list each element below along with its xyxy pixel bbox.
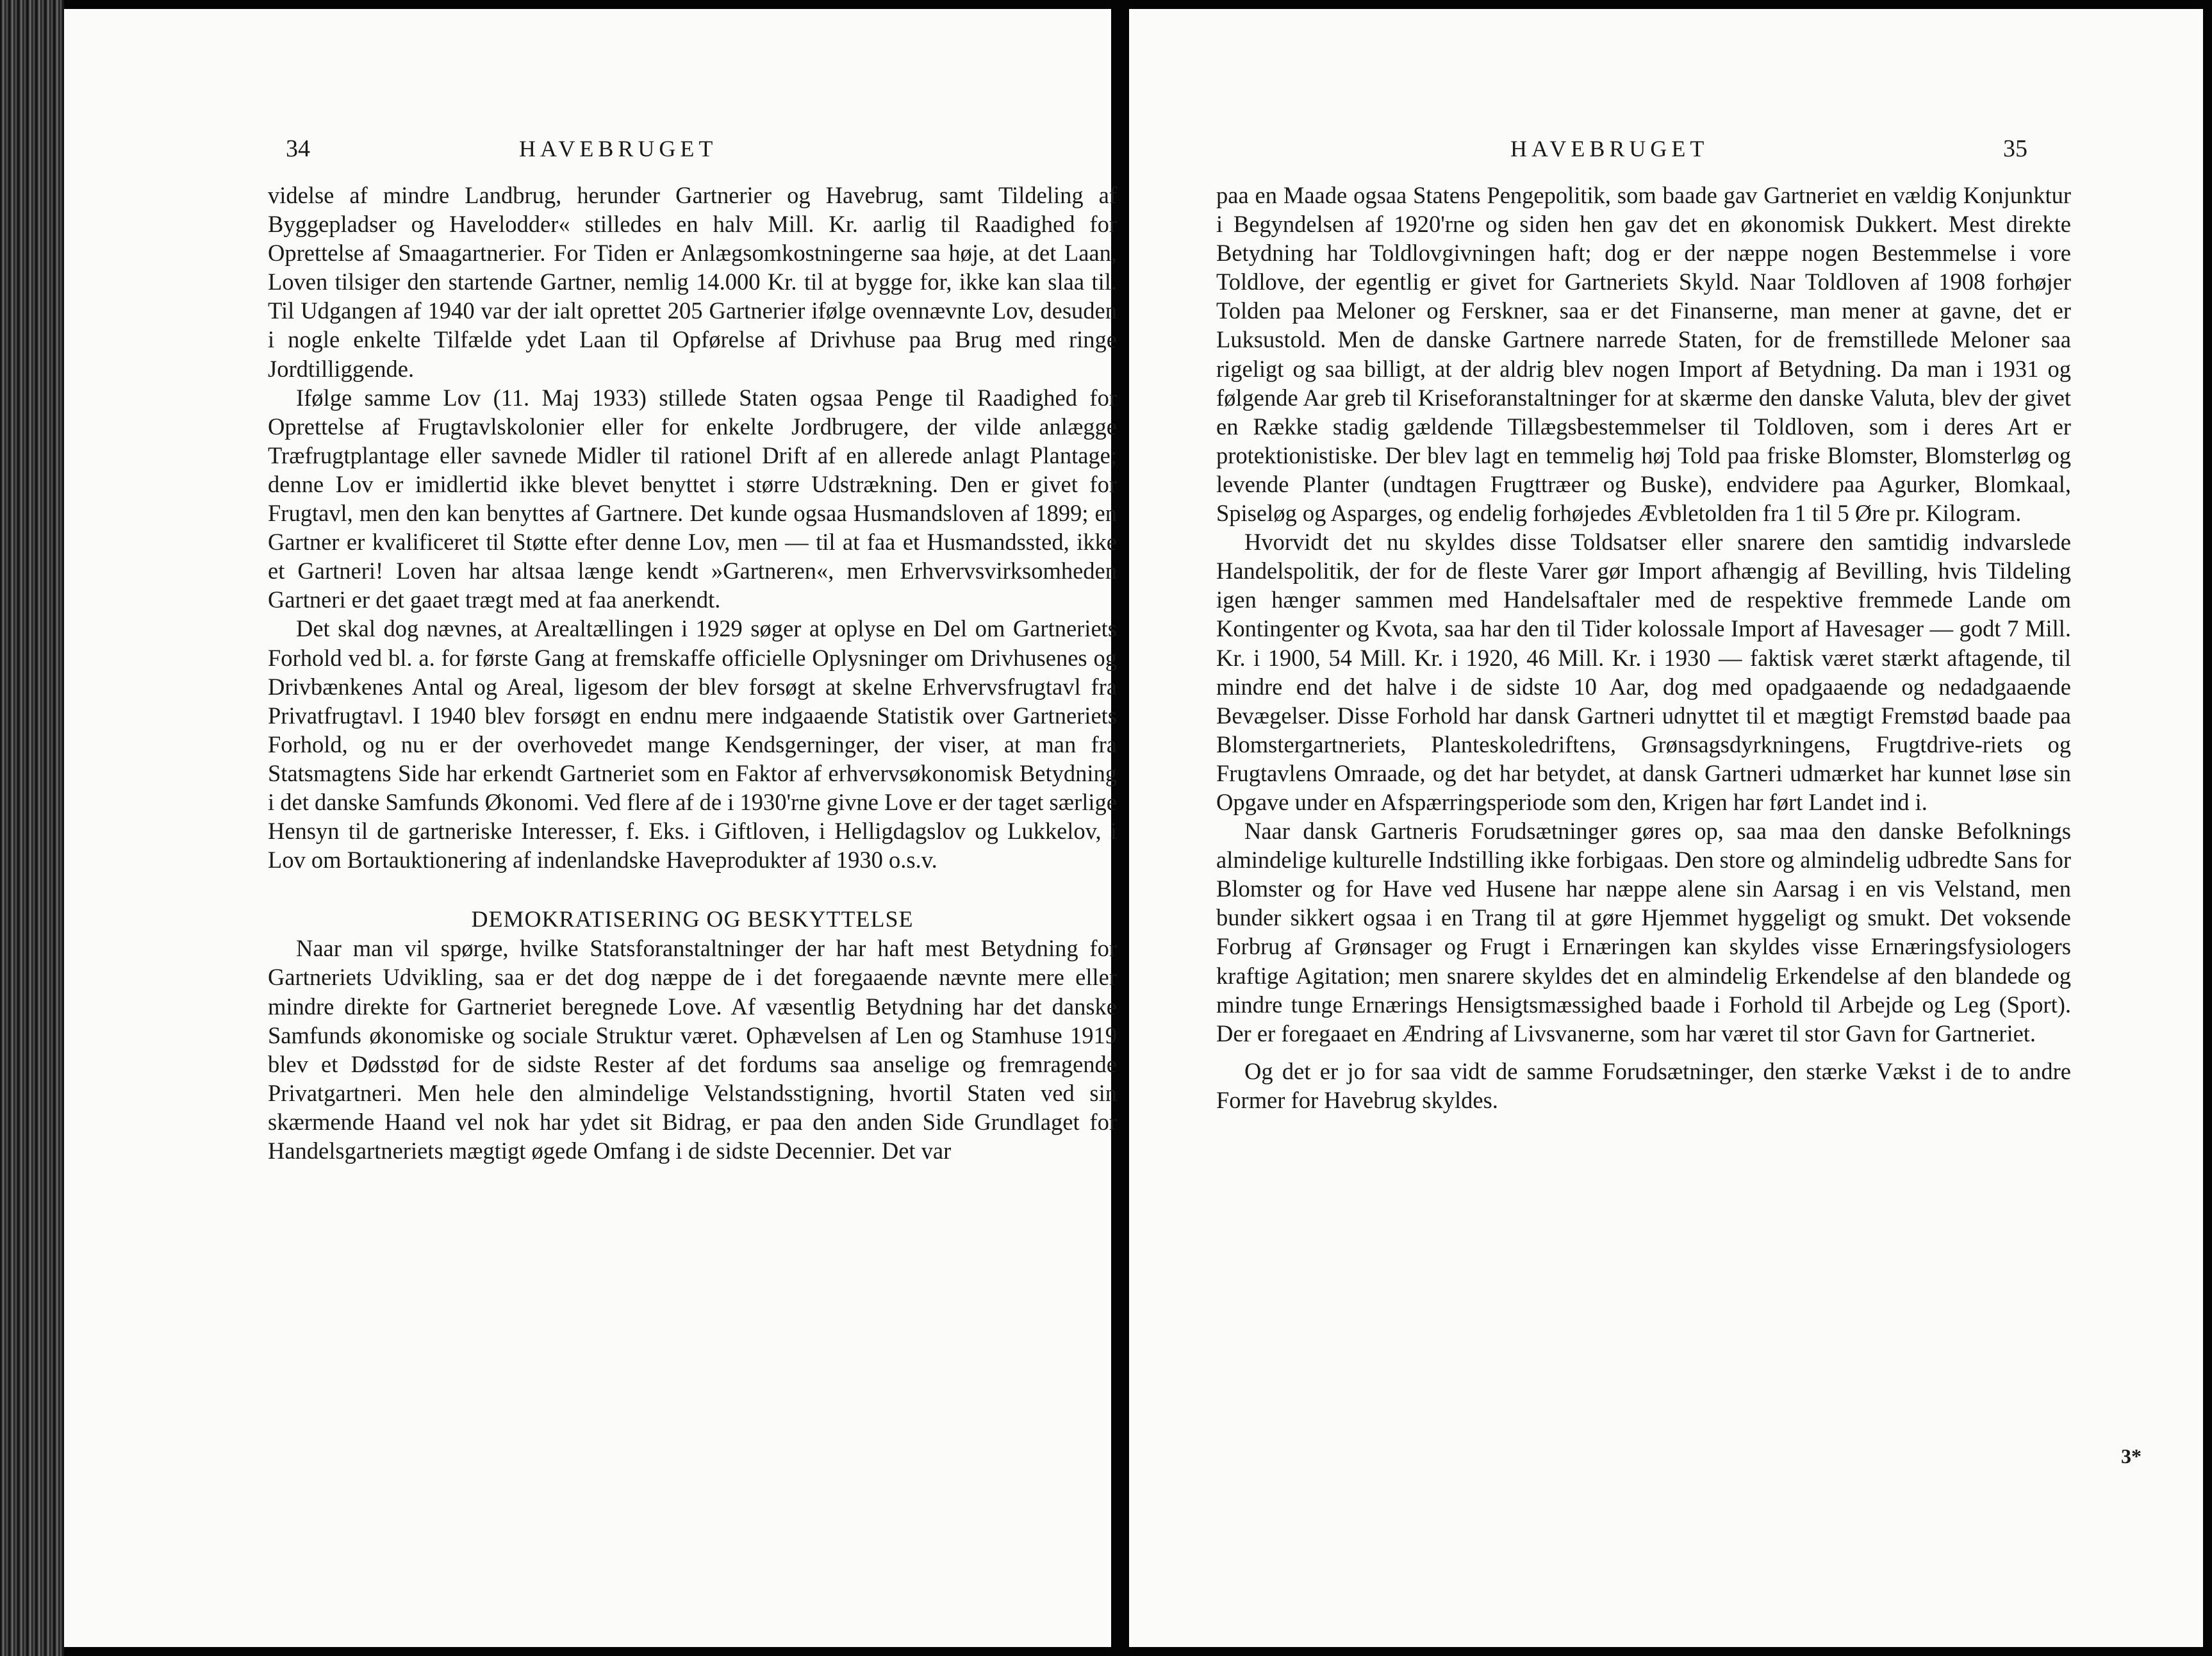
section-heading: DEMOKRATISERING OG BESKYTTELSE xyxy=(471,906,914,932)
paragraph: Og det er jo for saa vidt de samme Forudsætninger, den stærke Vækst i de to andre Former for Havebrug skyldes. xyxy=(1216,1057,2071,1113)
running-head-right: HAVEBRUGET xyxy=(1510,136,1709,161)
paragraph: Det skal dog nævnes, at Arealtællingen i 1929 søger at oplyse en Del om Gartneriets Forhold ved bl. a. for første Gang at fremskaffe officielle Oplysninger om Drivhusenes og Drivbænkenes Antal og Areal, ligesom der blev forsøgt at skelne Erhvervsfrugtavl fra Privatfrugtavl. I 1940 blev forsøgt en endnu mere indgaaende Statistik over Gartneriets Forhold, og nu er der overhovedet mange Kendsgerninger, der viser, at man fra Statsmagtens Side har erkendt Gartneriet som en Faktor af erhvervsøkonomisk Betydning i det danske Samfunds Økonomi. Ved flere af de i 1930'rne givne Love er der taget særlige Hensyn til de gartneriske Interesser, f. Eks. i Giftloven, i Helligdagslov og Lukkelov, i Lov om Bortauktionering af indenlandske Haveprodukter af 1930 o.s.v. xyxy=(268,615,1117,874)
paragraph: videlse af mindre Landbrug, herunder Gartnerier og Havebrug, samt Tildeling af Byggepladser og Havelodder« stilledes en halv Mill. Kr. aarlig til Raadighed for Oprettelse af Smaagartnerier. For Tiden er Anlægsomkostningerne saa høje, at det Laan, Loven tilsiger den startende Gartner, nemlig 14.000 Kr. til at bygge for, ikke kan slaa til. Til Udgangen af 1940 var der ialt oprettet 205 Gartnerier ifølge ovennævnte Lov, desuden i nogle enkelte Tilfælde ydet Laan til Opførelse af Drivhuse paa Brug med ringe Jordtilliggende. xyxy=(268,182,1117,382)
left-body-text xyxy=(268,181,1117,1165)
page-number-left: 34 xyxy=(286,135,310,162)
running-head-left: HAVEBRUGET xyxy=(519,136,718,161)
paragraph: Ifølge samme Lov (11. Maj 1933) stillede Staten ogsaa Penge til Raadighed for Oprettelse af Frugtavlskolonier eller for enkelte Jordbrugere, der vilde anlægge Træfrugtplantage eller savnede Midler til rationel Drift af en allerede anlagt Plantage; denne Lov er imidlertid ikke blevet benyttet i større Udstrækning. Den er givet for Frugtavl, men den kan benyttes af Gartnere. Det kunde ogsaa Husmandsloven af 1899; en Gartner er kvalificeret til Støtte efter denne Lov, men — til at faa et Husmandssted, ikke et Gartneri! Loven har altsaa længe kendt »Gartneren«, men Erhvervsvirksomheden Gartneri er det gaaet trægt med at faa anerkendt. xyxy=(268,384,1117,613)
paragraph: paa en Maade ogsaa Statens Pengepolitik, som baade gav Gartneriet en vældig Konjunktur i Begyndelsen af 1920'rne og siden hen gav det en økonomisk Dukkert. Mest direkte Betydning har Toldlovgivningen haft; dog er der næppe nogen Bestemmelse i vore Toldlove, der egentlig er givet for Gartneriets Skyld. Naar Toldloven af 1908 forhøjer Tolden paa Meloner og Ferskner, saa er det Finanserne, man mener at gavne, det er Luksustold. Men de danske Gartnere narrede Staten, for de fremstillede Meloner saa rigeligt og saa billigt, at der aldrig blev nogen Import af Betydning. Da man i 1931 og følgende Aar greb til Kriseforanstaltninger for at skærme den danske Valuta, blev der givet en Række stadig gældende Tillægsbestemmelser til Toldloven, som i deres Art er protektionistiske. Der blev lagt en temmelig høj Told paa friske Blomster, Blomsterløg og levende Planter (undtagen Frugttræer og Buske), endvidere paa Agurker, Blomkaal, Spiseløg og Asparges, og endelig forhøjedes Ævbletolden fra 1 til 5 Øre pr. Kilogram. xyxy=(1216,182,2071,527)
left-page xyxy=(64,9,1117,1647)
page-number-right: 35 xyxy=(2003,135,2027,162)
paragraph: Naar man vil spørge, hvilke Statsforanstaltninger der har haft mest Betydning for Gartneriets Udvikling, saa er det dog næppe de i det foregaaende nævnte mere eller mindre direkte for Gartneriet beregnede Love. Af væsentlig Betydning har det danske Samfunds økonomiske og sociale Struktur været. Ophævelsen af Len og Stamhuse 1919 blev et Dødsstød for de sidste Rester af det fordums saa anselige og fremragende Privatgartneri. Men hele den almindelige Velstandsstigning, hvortil Staten ved sin skærmende Haand vel nok har ydet sit Bidrag, er paa den anden Side Grundlaget for Handelsgartneriets mægtigt øgede Omfang i de sidste Decennier. Det var xyxy=(268,935,1117,1164)
signature-mark: 3* xyxy=(2121,1445,2142,1468)
paragraph: Hvorvidt det nu skyldes disse Toldsatser eller snarere den samtidig indvarslede Handelspolitik, der for de fleste Varer gør Import afhængig af Bevilling, hvis Tildeling igen hænger sammen med Handelsaftaler med de respektive fremmede Lande om Kontingenter og Kvota, saa har den til Tider kolossale Import af Havesager — godt 7 Mill. Kr. i 1900, 54 Mill. Kr. i 1920, 46 Mill. Kr. i 1930 — faktisk været stærkt aftagende, til mindre end det halve i de sidste 10 Aar, dog med opadgaaende og nedadgaaende Bevægelser. Disse Forhold har dansk Gartneri udnyttet til et mægtigt Fremstød baade paa Blomstergartneriets, Planteskoledriftens, Grønsagsdyrkningens, Frugtdrive-riets og Frugtavlens Omraade, og det har betydet, at dansk Gartneri udmærket har kunnet løse sin Opgave under en Afspærringsperiode som den, Krigen har ført Landet ind i. xyxy=(1216,529,2071,815)
book-spine-edge xyxy=(0,0,64,1656)
right-page xyxy=(1129,9,2203,1647)
paragraph: Naar dansk Gartneris Forudsætninger gøres op, saa maa den danske Befolknings almindelige kulturelle Indstilling ikke forbigaas. Den store og almindelig udbredte Sans for Blomster og for Have ved Husene har næppe alene sin Aarsag i en vis Velstand, men bunder sikkert ogsaa i en Trang til at gøre Hjemmet hyggeligt og smukt. Det voksende Forbrug af Grønsager og Frugt i Ernæringen kan skyldes visse Ernæringsfysiologers kraftige Agitation; men snarere skyldes det en almindelig Erkendelse af den blandede og mindre tunge Ernærings Hensigtsmæssighed baade i Forhold til Arbejde og Leg (Sport). Der er foregaaet en Ændring af Livsvanerne, som har været til stor Gavn for Gartneriet. xyxy=(1216,818,2071,1047)
right-body-text xyxy=(1216,181,2071,1114)
